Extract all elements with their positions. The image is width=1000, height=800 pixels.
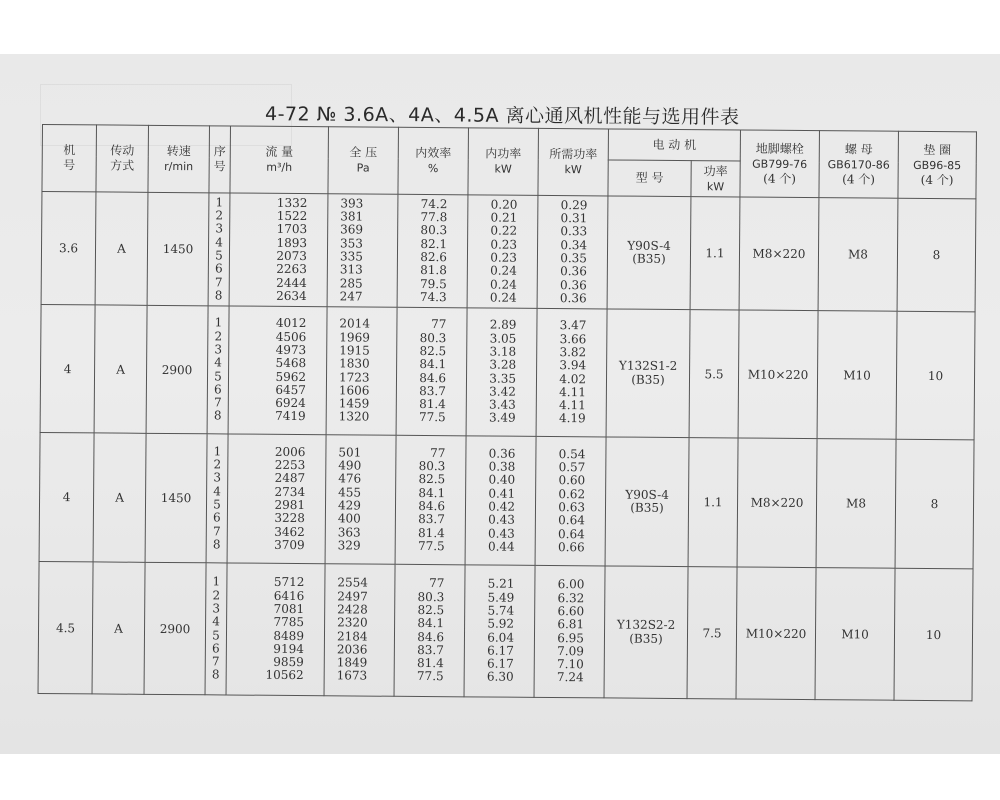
header-washer: 垫 圈 GB96-85 (4 个)	[898, 131, 977, 199]
cell-value: 4	[212, 614, 220, 629]
header-nut: 螺 母 GB6170-86 (4 个)	[819, 131, 899, 199]
group-motor-power: 5.5	[689, 310, 739, 438]
group-bolt: M8×220	[739, 197, 819, 311]
cell-value: 0.40	[488, 472, 516, 488]
group-motor-power: 1.1	[690, 197, 740, 310]
cell-value: 0.41	[488, 486, 516, 501]
cell-value: 6457	[275, 382, 306, 397]
cell-value: 9194	[273, 641, 304, 656]
group-bolt: M10×220	[736, 567, 816, 700]
cell-value: 329	[337, 538, 361, 553]
cell-value: 4973	[275, 342, 307, 357]
cell-value: 476	[338, 471, 362, 486]
cell-value: 2184	[336, 628, 368, 644]
cell-value: 7419	[275, 409, 306, 424]
header-motor-model: 型 号	[608, 160, 691, 197]
cell-value: 7081	[273, 601, 305, 616]
cell-value: 0.34	[560, 237, 588, 252]
cell-value: 2428	[337, 602, 368, 617]
cell-value: 400	[337, 511, 361, 526]
cell-value: 0.43	[488, 512, 515, 528]
group-internal-power-list	[467, 195, 538, 309]
cell-value: 8	[211, 667, 220, 682]
cell-value: 3.49	[488, 410, 516, 426]
cell-value: 2036	[336, 642, 368, 657]
cell-value: 84.1	[419, 357, 447, 372]
cell-value: 7	[211, 654, 220, 669]
group-machine-no: 4	[40, 304, 95, 432]
cell-value: 83.7	[418, 512, 445, 527]
cell-value: 81.4	[419, 397, 446, 412]
cell-value: 6	[212, 641, 220, 656]
cell-value: 3	[213, 470, 222, 485]
group-drive: A	[92, 562, 145, 694]
cell-value: 501	[338, 445, 362, 460]
group-seq-list	[207, 306, 229, 434]
group-nut: M8	[816, 439, 896, 569]
group-nut: M10	[815, 568, 895, 701]
cell-value: 2	[214, 328, 223, 344]
cell-value: 83.7	[417, 642, 444, 657]
cell-value: 77.8	[420, 210, 448, 225]
cell-value: 0.43	[488, 526, 515, 541]
cell-value: 0.38	[488, 459, 516, 474]
cell-value: 2263	[276, 262, 307, 277]
cell-value: 74.3	[419, 289, 447, 305]
cell-value: 0.64	[558, 513, 585, 528]
group-required-power-list	[535, 436, 606, 566]
group-speed: 2900	[144, 562, 206, 694]
cell-value: 0.63	[558, 500, 586, 515]
cell-value: 7.24	[556, 670, 584, 685]
cell-value: 84.1	[418, 485, 446, 500]
motor-model-line: (B35)	[629, 631, 663, 646]
cell-value: 5	[214, 368, 222, 383]
table-title: 4-72 № 3.6A、4A、4.5A 离心通风机性能与选用件表	[264, 103, 740, 129]
cell-value: 2	[212, 587, 221, 603]
cell-value: 2634	[276, 288, 307, 303]
group-internal-power-list	[464, 565, 535, 698]
cell-value: 81.4	[418, 525, 445, 540]
group-pressure-list	[326, 307, 397, 436]
cell-value: 335	[339, 249, 363, 264]
cell-value: 7	[213, 395, 222, 410]
cell-value: 455	[338, 485, 362, 500]
table-row	[39, 432, 974, 568]
cell-value: 81.8	[420, 263, 447, 278]
motor-model-line: (B35)	[632, 251, 666, 266]
motor-model-line: Y90S-4	[627, 238, 671, 253]
cell-value: 0.36	[559, 277, 587, 292]
cell-value: 2.89	[489, 317, 517, 333]
cell-value: 369	[340, 222, 364, 237]
group-speed: 1450	[145, 433, 207, 562]
cell-value: 3.43	[489, 397, 516, 412]
cell-value: 8	[213, 408, 222, 423]
cell-value: 77	[430, 445, 446, 460]
cell-value: 82.6	[420, 249, 448, 265]
header-motor-power: 功率 kW	[691, 161, 740, 197]
group-flow-list	[228, 306, 327, 435]
cell-value: 5.92	[487, 616, 515, 631]
cell-value: 6.17	[487, 656, 514, 671]
cell-value: 3.18	[489, 344, 517, 359]
cell-value: 0.24	[489, 290, 517, 305]
cell-value: 1673	[336, 668, 368, 683]
cell-value: 8	[212, 537, 221, 552]
cell-value: 6.00	[557, 577, 585, 592]
cell-value: 5712	[273, 575, 305, 590]
cell-value: 2253	[274, 457, 306, 473]
group-drive: A	[94, 305, 147, 433]
group-pressure-list	[325, 435, 396, 565]
cell-value: 0.23	[490, 237, 518, 252]
cell-value: 82.1	[420, 236, 448, 251]
group-internal-power-list	[465, 436, 536, 566]
cell-value: 6.60	[557, 603, 585, 619]
header-seq: 序 号	[209, 126, 231, 193]
header-speed: 转速 r/min	[148, 125, 210, 192]
cell-value: 2320	[337, 615, 368, 630]
cell-value: 3.94	[559, 358, 587, 373]
header-flow: 流 量 m³/h	[230, 126, 329, 194]
group-nut: M10	[817, 311, 897, 440]
cell-value: 3462	[274, 524, 305, 539]
group-drive: A	[95, 192, 148, 305]
cell-value: 8	[214, 288, 223, 303]
cell-value: 285	[339, 275, 363, 291]
cell-value: 80.3	[419, 330, 447, 345]
cell-value: 2981	[274, 497, 306, 513]
cell-value: 3.35	[489, 371, 517, 386]
group-seq-list	[205, 563, 227, 695]
motor-model-line: Y132S1-2	[618, 358, 678, 374]
cell-value: 6.95	[557, 630, 585, 645]
cell-value: 0.35	[560, 251, 588, 266]
group-motor-power: 1.1	[688, 438, 738, 567]
cell-value: 0.33	[560, 224, 588, 239]
header-internal-power: 内功率 kW	[468, 128, 539, 196]
group-bolt: M8×220	[737, 438, 817, 568]
motor-model-line: (B35)	[631, 372, 665, 387]
cell-value: 9859	[273, 654, 304, 670]
cell-value: 3.05	[489, 331, 517, 346]
cell-value: 363	[337, 524, 361, 540]
cell-value: 5	[215, 248, 223, 263]
cell-value: 3.42	[489, 384, 516, 399]
cell-value: 429	[337, 498, 361, 513]
cell-value: 5.74	[487, 603, 515, 618]
cell-value: 0.57	[558, 460, 586, 475]
group-motor-power: 7.5	[687, 567, 737, 699]
cell-value: 3228	[274, 511, 305, 526]
cell-value: 3	[214, 342, 223, 357]
cell-value: 77.5	[418, 410, 446, 425]
group-machine-no: 4	[39, 432, 94, 561]
cell-value: 5.21	[487, 576, 515, 592]
cell-value: 77	[429, 576, 445, 591]
group-required-power-list	[536, 308, 607, 437]
cell-value: 82.5	[418, 472, 446, 487]
cell-value: 6.30	[486, 669, 514, 685]
header-drive: 传动 方式	[96, 125, 149, 192]
table-row	[41, 192, 976, 312]
group-motor-model	[604, 566, 688, 699]
cell-value: 1606	[338, 383, 370, 398]
cell-value: 6416	[273, 588, 305, 603]
cell-value: 4.11	[559, 384, 586, 400]
cell-value: 2	[215, 208, 224, 223]
cell-value: 4.11	[559, 398, 586, 413]
group-drive: A	[93, 433, 146, 562]
cell-value: 84.1	[417, 616, 445, 631]
cell-value: 0.20	[490, 197, 518, 212]
cell-value: 2734	[274, 484, 306, 499]
group-machine-no: 3.6	[41, 192, 96, 305]
cell-value: 2444	[276, 275, 307, 290]
table-row	[38, 561, 973, 700]
cell-value: 79.5	[419, 276, 447, 291]
cell-value: 5962	[275, 369, 307, 384]
cell-value: 7.10	[556, 657, 584, 672]
cell-value: 1459	[338, 396, 370, 411]
cell-value: 4	[214, 355, 222, 370]
cell-value: 6	[214, 261, 223, 276]
cell-value: 247	[339, 289, 363, 304]
cell-value: 0.64	[558, 526, 585, 541]
group-machine-no: 4.5	[38, 561, 93, 693]
cell-value: 77	[431, 317, 447, 332]
header-machine-no: 机 号	[42, 125, 97, 192]
cell-value: 3.28	[489, 357, 517, 372]
group-motor-model	[606, 309, 690, 438]
cell-value: 2073	[276, 248, 308, 264]
cell-value: 4.02	[559, 371, 587, 386]
cell-value: 381	[340, 209, 364, 224]
cell-value: 5468	[275, 356, 307, 371]
cell-value: 1830	[339, 356, 370, 371]
cell-value: 81.4	[417, 656, 444, 671]
cell-value: 6924	[275, 395, 306, 411]
cell-value: 4	[213, 484, 221, 499]
group-washer: 10	[896, 311, 975, 440]
motor-model-line: Y90S-4	[625, 487, 669, 502]
header-pressure: 全 压 Pa	[328, 127, 399, 195]
cell-value: 313	[339, 262, 363, 277]
cell-value: 1	[212, 574, 221, 589]
cell-value: 2497	[337, 588, 368, 604]
cell-value: 5	[212, 627, 220, 642]
cell-value: 3.66	[559, 331, 587, 346]
motor-model-line: Y132S2-2	[616, 617, 676, 633]
group-pressure-list	[327, 194, 398, 308]
cell-value: 10562	[265, 668, 304, 683]
cell-value: 2006	[274, 444, 306, 459]
group-flow-list	[227, 434, 326, 564]
cell-value: 5	[213, 497, 221, 512]
cell-value: 1703	[276, 222, 308, 237]
cell-value: 0.66	[557, 539, 585, 555]
cell-value: 1332	[276, 195, 308, 210]
cell-value: 77.5	[416, 669, 444, 684]
cell-value: 4506	[275, 329, 307, 344]
cell-value: 3.47	[559, 318, 587, 333]
cell-value: 7	[212, 523, 221, 539]
cell-value: 2554	[337, 575, 369, 590]
cell-value: 6.04	[487, 630, 515, 645]
cell-value: 1915	[339, 343, 370, 358]
cell-value: 1723	[338, 369, 370, 385]
group-washer: 8	[897, 198, 976, 312]
paper-sheet	[0, 54, 1000, 754]
group-speed: 1450	[147, 192, 209, 305]
cell-value: 1522	[276, 208, 308, 224]
cell-value: 0.29	[560, 197, 588, 213]
header-row	[42, 125, 976, 163]
cell-value: 4012	[275, 316, 307, 331]
table-row	[40, 304, 975, 439]
performance-table-wrapper	[38, 124, 977, 701]
cell-value: 353	[340, 236, 364, 251]
cell-value: 82.5	[419, 343, 447, 359]
cell-value: 80.3	[417, 589, 445, 604]
table-body	[38, 192, 976, 701]
cell-value: 8489	[273, 628, 305, 643]
cell-value: 7785	[273, 615, 305, 630]
cell-value: 80.3	[420, 223, 448, 238]
cell-value: 84.6	[418, 498, 446, 514]
cell-value: 4.19	[558, 411, 586, 426]
cell-value: 0.31	[560, 211, 588, 226]
cell-value: 3	[212, 601, 221, 616]
cell-value: 3.82	[559, 344, 587, 360]
cell-value: 0.44	[487, 539, 515, 554]
cell-value: 6.17	[487, 643, 514, 658]
motor-model-line: (B35)	[630, 500, 664, 515]
cell-value: 7	[214, 274, 223, 290]
cell-value: 2	[213, 457, 222, 472]
header-motor: 电 动 机	[608, 129, 740, 161]
group-efficiency-list	[394, 564, 465, 697]
group-flow-list	[229, 193, 328, 307]
header-required-power: 所需功率 kW	[538, 128, 609, 196]
cell-value: 0.62	[558, 486, 586, 501]
cell-value: 6	[214, 382, 222, 397]
group-motor-model	[607, 196, 691, 310]
cell-value: 0.42	[488, 499, 516, 514]
header-bolt: 地脚螺栓 GB799-76 (4 个)	[740, 130, 820, 198]
group-flow-list	[226, 563, 325, 696]
group-washer: 8	[895, 439, 974, 569]
cell-value: 0.21	[490, 210, 518, 225]
cell-value: 3	[215, 221, 224, 236]
cell-value: 82.5	[417, 602, 445, 618]
cell-value: 1849	[336, 655, 368, 670]
group-efficiency-list	[397, 194, 468, 308]
cell-value: 80.3	[418, 459, 446, 474]
group-internal-power-list	[466, 308, 537, 437]
group-efficiency-list	[395, 435, 466, 565]
group-seq-list	[208, 193, 230, 306]
group-speed: 2900	[146, 305, 208, 433]
cell-value: 84.6	[417, 629, 445, 644]
cell-value: 0.24	[490, 263, 517, 279]
cell-value: 1	[214, 315, 223, 330]
group-pressure-list	[324, 564, 395, 697]
cell-value: 1320	[338, 409, 370, 424]
group-required-power-list	[537, 195, 608, 309]
cell-value: 1893	[276, 235, 308, 250]
cell-value: 6.32	[557, 590, 585, 605]
cell-value: 0.36	[560, 264, 587, 279]
cell-value: 6.81	[557, 617, 585, 632]
cell-value: 0.60	[558, 473, 586, 488]
group-required-power-list	[534, 565, 605, 698]
cell-value: 2487	[274, 471, 306, 486]
cell-value: 490	[338, 458, 362, 473]
cell-value: 0.23	[490, 250, 518, 265]
cell-value: 3709	[274, 537, 305, 552]
cell-value: 393	[340, 196, 364, 211]
cell-value: 0.22	[490, 223, 518, 239]
cell-value: 6	[213, 510, 221, 525]
header-efficiency: 内效率 %	[398, 127, 469, 195]
group-nut: M8	[818, 198, 898, 312]
group-motor-model	[605, 437, 689, 567]
cell-value: 4	[215, 235, 223, 250]
group-bolt: M10×220	[738, 310, 818, 439]
performance-table	[38, 124, 977, 701]
cell-value: 2014	[339, 316, 371, 331]
cell-value: 77.5	[417, 538, 445, 554]
cell-value: 0.24	[489, 277, 517, 292]
cell-value: 1	[213, 444, 222, 459]
cell-value: 0.36	[559, 290, 587, 306]
group-washer: 10	[894, 568, 973, 701]
group-efficiency-list	[396, 307, 467, 436]
cell-value: 5.49	[487, 590, 515, 605]
cell-value: 1969	[339, 329, 370, 345]
cell-value: 74.2	[420, 196, 448, 211]
group-seq-list	[206, 434, 228, 563]
cell-value: 0.36	[488, 446, 516, 461]
cell-value: 7.09	[557, 643, 584, 659]
cell-value: 1	[215, 195, 224, 210]
cell-value: 84.6	[419, 370, 447, 385]
cell-value: 0.54	[558, 446, 586, 462]
cell-value: 83.7	[419, 383, 446, 398]
